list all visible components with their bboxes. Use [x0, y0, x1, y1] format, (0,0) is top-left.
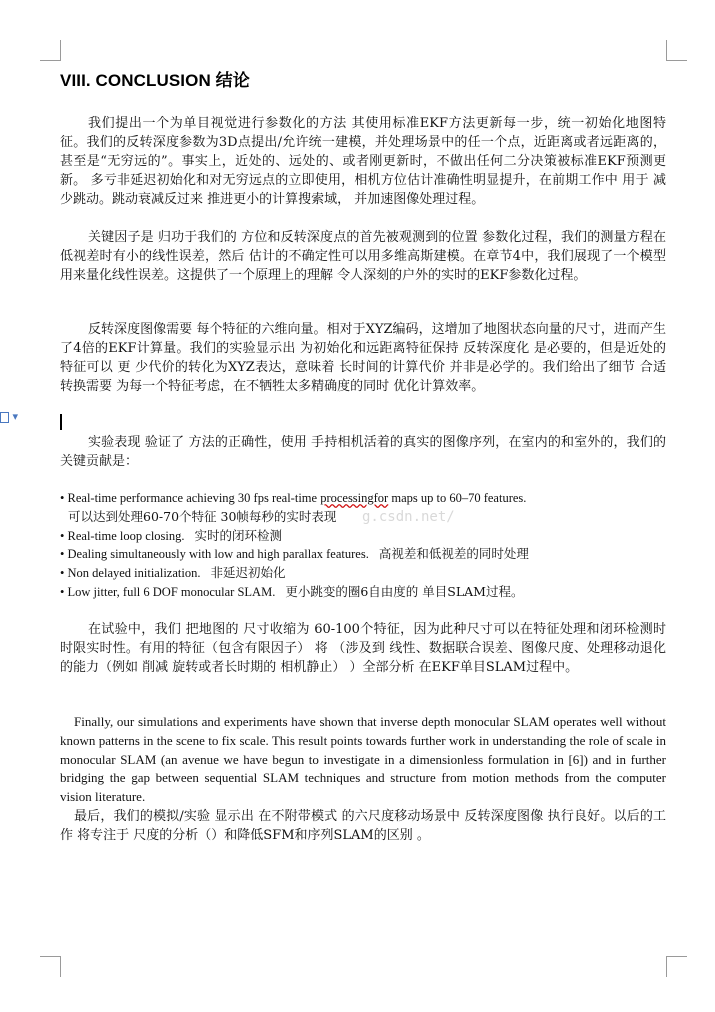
paragraph-1: 我们提出一个为单目视觉进行参数化的方法 其使用标准EKF方法更新每一步，统一初始化地图特征。我们的反转深度参数为3D点提出/允许统一建模，并处理场景中的任一个点，近距离或者远距离的，甚至是“无穷远的”。事实上，近处的、远处的、或者刚更新时，不做出任何二分决策被标准EKF预测更新。 多亏非延迟初始化和对无穷远点的立即使用，相机方位估计准确性明显提升，在前期工作中 用于 减少跳动。跳动衰减反过来 推进更小的计算搜索域， 并加速图像处理过程。 [60, 116, 666, 207]
paste-options-icon[interactable] [0, 410, 18, 423]
section-heading: VIII. CONCLUSION 结论 [60, 71, 250, 90]
paragraph-3: 反转深度图像需要 每个特征的六维向量。相对于XYZ编码，这增加了地图状态向量的尺寸，进而产生了4倍的EKF计算量。我们的实验显示出 为初始化和远距离特征保持 反转深度化 是必要的，但是近处的特征可以 更 少代价的转化为XYZ表达，意味着 长时间的计算代价 并非是必学的。我们给出了细节 合适转换需要 为每一个特征考虑，在不牺牲太多精确度的同时 优化计算效率。 [60, 322, 666, 394]
crop-mark-bottom-right [666, 956, 687, 977]
spellcheck-word: processingfor [320, 491, 389, 505]
crop-mark-top-left [40, 40, 61, 61]
paragraph-6-english: Finally, our simulations and experiments have shown that inverse depth monocular SLAM operates well without known patterns in the scene to fix scale. This result points towards further work in understanding the role of scale in monocular SLAM (an avenue we have begun to investigate in a dimensionless formulation in [6]) and in further bridging the gap between sequential SLAM techniques and structure from motion methods from the computer vision literature. [60, 714, 666, 805]
paragraph-2: 关键因子是 归功于我们的 方位和反转深度点的首先被观测到的位置 参数化过程，我们的测量方程在低视差时有小的线性误差，然后 估计的不确定性可以用多维高斯建模。在章节4中，我们展现了一个模型用来量化线性误差。这提供了一个原理上的理解 令人深刻的户外的实时的EKF参数化过程。 [60, 230, 666, 283]
list-item: • Dealing simultaneously with low and high parallax features. 高视差和低视差的同时处理 [60, 546, 529, 562]
list-item: • Real-time performance achieving 30 fps real-time processingfor maps up to 60–70 features. [60, 491, 527, 505]
list-item: • Real-time loop closing. 实时的闭环检测 [60, 527, 283, 543]
text-cursor [60, 414, 62, 430]
crop-mark-top-right [666, 40, 687, 61]
list-item-translation: 可以达到处理60-70个特征 30帧每秒的实时表现 [68, 508, 337, 524]
watermark: g.csdn.net/ [362, 509, 455, 525]
dropdown-arrow-icon: ▾ [12, 410, 19, 423]
paragraph-4: 实验表现 验证了 方法的正确性，使用 手持相机活着的真实的图像序列，在室内的和室外的，我们的关键贡献是： [60, 435, 666, 469]
crop-mark-bottom-left [40, 956, 61, 977]
document-icon [0, 412, 9, 423]
list-item: • Non delayed initialization. 非延迟初始化 [60, 565, 286, 581]
paragraph-7: 最后，我们的模拟/实验 显示出 在不附带模式 的六尺度移动场景中 反转深度图像 执行良好。以后的工作 将专注于 尺度的分析（）和降低SFM和序列SLAM的区别 。 [60, 809, 666, 843]
paragraph-5: 在试验中，我们 把地图的 尺寸收缩为 60-100个特征，因为此种尺寸可以在特征处理和闭环检测时时限实时性。有用的特征（包含有限因子） 将 （涉及到 线性、数据联合误差、图像尺度、处理移动退化的能力（例如 削减 旋转或者长时期的 相机静止） ）全部分析 在EKF单目SLAM过程中。 [60, 622, 666, 675]
list-item: • Low jitter, full 6 DOF monocular SLAM. 更小跳变的圈6自由度的 单目SLAM过程。 [60, 583, 524, 599]
contributions-list [60, 489, 666, 602]
